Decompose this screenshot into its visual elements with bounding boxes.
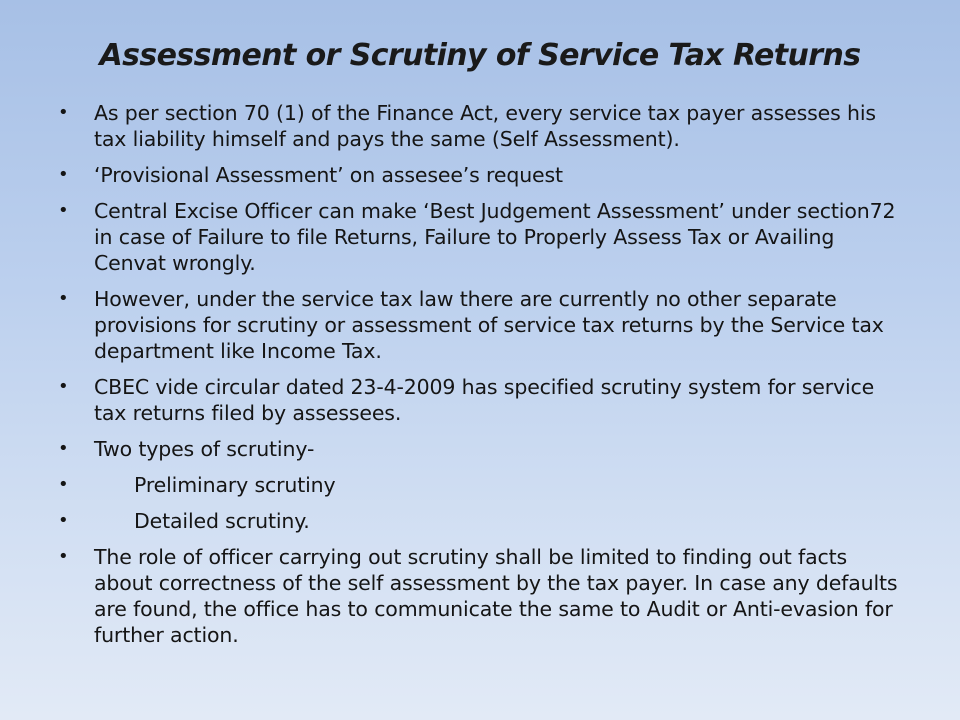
bullet-dot-icon: • <box>58 200 69 221</box>
bullet-item <box>58 544 908 648</box>
bullet-item <box>58 162 908 188</box>
bullet-text: ‘Provisional Assessment’ on assesee’s request <box>94 163 563 187</box>
slide-title: Assessment or Scrutiny of Service Tax Returns <box>99 38 861 73</box>
bullet-text: However, under the service tax law there are currently no other separate provisions for scrutiny or assessment of service tax returns by the Service tax department like Income Tax. <box>94 287 884 363</box>
bullet-item-subpoint <box>58 508 908 534</box>
bullet-text: Central Excise Officer can make ‘Best Judgement Assessment’ under section72 in case of Failure to file Returns, Failure to Properly Assess Tax or Availing Cenvat wrongly. <box>94 199 896 275</box>
bullet-dot-icon: • <box>58 438 69 459</box>
bullet-item <box>58 286 908 364</box>
bullet-list <box>58 100 908 658</box>
bullet-item <box>58 374 908 426</box>
bullet-text: As per section 70 (1) of the Finance Act, every service tax payer assesses his tax liability himself and pays the same (Self Assessment). <box>94 101 876 151</box>
bullet-dot-icon: • <box>58 474 69 495</box>
bullet-text: The role of officer carrying out scrutiny shall be limited to finding out facts about correctness of the self assessment by the tax payer. In case any defaults are found, the office has to communicate the same to Audit or Anti-evasion for further action. <box>94 545 898 647</box>
bullet-item <box>58 100 908 152</box>
bullet-item-subpoint <box>58 472 908 498</box>
bullet-dot-icon: • <box>58 288 69 309</box>
bullet-dot-icon: • <box>58 376 69 397</box>
bullet-text: Detailed scrutiny. <box>134 509 310 533</box>
bullet-text: CBEC vide circular dated 23-4-2009 has specified scrutiny system for service tax returns filed by assessees. <box>94 375 875 425</box>
bullet-dot-icon: • <box>58 102 69 123</box>
bullet-dot-icon: • <box>58 510 69 531</box>
bullet-dot-icon: • <box>58 164 69 185</box>
bullet-dot-icon: • <box>58 546 69 567</box>
bullet-text: Two types of scrutiny- <box>94 437 315 461</box>
bullet-item <box>58 198 908 276</box>
bullet-item <box>58 436 908 462</box>
bullet-text: Preliminary scrutiny <box>134 473 336 497</box>
